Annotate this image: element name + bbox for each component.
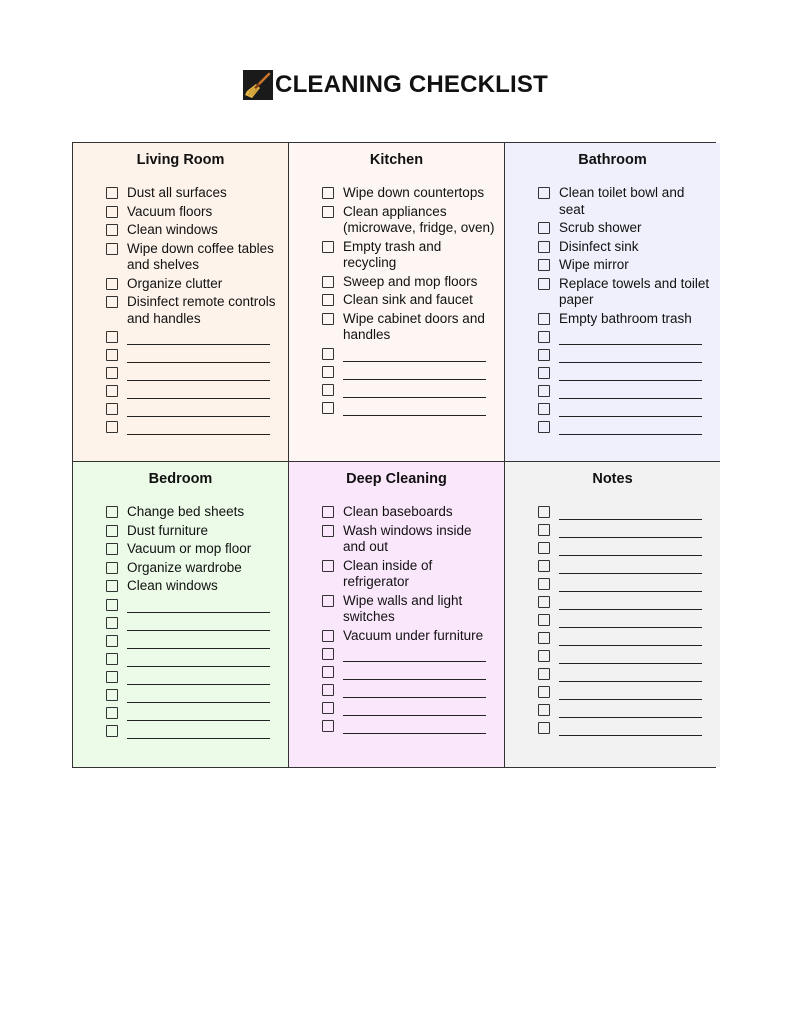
checklist-item [322,593,504,626]
checklist-item [538,185,720,218]
blank-write-in-line[interactable] [127,615,270,631]
checkbox-icon[interactable] [322,206,334,218]
checkbox-icon[interactable] [322,720,334,732]
checkbox-icon[interactable] [538,241,550,253]
checklist-item-label: Wipe down countertops [343,185,485,200]
blank-checklist-item [106,347,288,363]
checklist-item-label: Clean sink and faucet [343,292,473,307]
blank-checklist-item [538,347,720,363]
blank-write-in-line[interactable] [343,682,486,698]
checkbox-icon[interactable] [322,506,334,518]
checklist-item [106,204,288,221]
blank-write-in-line[interactable] [559,540,702,556]
checkbox-icon[interactable] [106,403,118,415]
blank-checklist-item [538,594,720,610]
blank-write-in-line[interactable] [343,646,486,662]
checklist [289,504,504,734]
blank-checklist-item [538,522,720,538]
blank-checklist-item [106,687,288,703]
blank-write-in-line[interactable] [127,705,270,721]
blank-write-in-line[interactable] [127,419,270,435]
blank-checklist-item [106,597,288,613]
blank-write-in-line[interactable] [559,630,702,646]
checkbox-icon[interactable] [538,349,550,361]
blank-write-in-line[interactable] [559,648,702,664]
checkbox-icon[interactable] [538,524,550,536]
blank-write-in-line[interactable] [343,718,486,734]
checkbox-icon[interactable] [538,596,550,608]
blank-write-in-line[interactable] [127,669,270,685]
blank-checklist-item [538,666,720,682]
section-deep-cleaning [289,462,505,767]
blank-checklist-item [106,383,288,399]
blank-checklist-item [538,504,720,520]
blank-checklist-item [322,700,504,716]
checkbox-icon[interactable] [538,331,550,343]
blank-checklist-item [106,633,288,649]
blank-checklist-item [322,346,504,362]
blank-checklist-item [538,329,720,345]
checkbox-icon[interactable] [322,648,334,660]
blank-checklist-item [538,401,720,417]
blank-write-in-line[interactable] [343,700,486,716]
checkbox-icon[interactable] [322,313,334,325]
checklist-item-label: Empty trash and recycling [343,238,442,270]
blank-write-in-line[interactable] [559,522,702,538]
checklist-item [106,276,288,293]
section-title: Living Room [136,152,225,168]
blank-checklist-item [106,651,288,667]
checkbox-icon[interactable] [538,222,550,234]
checkbox-icon[interactable] [322,402,334,414]
blank-write-in-line[interactable] [559,576,702,592]
checkbox-icon[interactable] [106,543,118,555]
checkbox-icon[interactable] [538,259,550,271]
blank-write-in-line[interactable] [559,594,702,610]
checklist-item-label: Vacuum or mop floor [127,541,252,556]
blank-checklist-item [538,630,720,646]
section-title: Notes [592,471,633,487]
section-living-room [73,143,289,462]
checklist-item-label: Clean appliances (microwave, fridge, oven) [343,203,495,235]
blank-checklist-item [538,383,720,399]
checklist-item [322,311,504,344]
checkbox-icon[interactable] [538,506,550,518]
blank-write-in-line[interactable] [343,664,486,680]
checklist-item-label: Change bed sheets [127,504,245,519]
title-row [0,70,791,100]
checkbox-icon[interactable] [106,599,118,611]
checkbox-icon[interactable] [322,366,334,378]
blank-checklist-item [322,646,504,662]
checklist-item [106,294,288,327]
checklist [505,504,720,736]
checklist-item-label: Disinfect sink [559,238,639,254]
checklist-item [322,292,504,309]
checkbox-icon[interactable] [106,506,118,518]
checklist-item-label: Dust all surfaces [127,185,227,200]
checklist-item [322,274,504,291]
checkbox-icon[interactable] [106,331,118,343]
checkbox-icon[interactable] [538,632,550,644]
blank-write-in-line[interactable] [559,347,702,363]
checkbox-icon[interactable] [538,686,550,698]
blank-checklist-item [106,329,288,345]
checkbox-icon[interactable] [322,595,334,607]
checklist-item [322,558,504,591]
blank-write-in-line[interactable] [127,687,270,703]
blank-write-in-line[interactable] [559,666,702,682]
checklist-item-label: Empty bathroom trash [559,310,692,326]
checklist-item-label: Wash windows inside and out [343,522,472,554]
checkbox-icon[interactable] [106,653,118,665]
checkbox-icon[interactable] [322,525,334,537]
blank-write-in-line[interactable] [559,383,702,399]
checklist-item-label: Wipe down coffee tables and shelves [127,240,274,272]
checkbox-icon[interactable] [538,560,550,572]
checklist-item-label: Wipe walls and light switches [343,592,463,624]
blank-checklist-item [538,365,720,381]
checklist-item [106,504,288,521]
blank-write-in-line[interactable] [127,329,270,345]
checklist-item-label: Vacuum floors [127,203,213,219]
blank-checklist-item [538,702,720,718]
checkbox-icon[interactable] [106,725,118,737]
checkbox-icon[interactable] [106,689,118,701]
checkbox-icon[interactable] [538,578,550,590]
checklist [73,504,288,739]
checkbox-icon[interactable] [106,580,118,592]
checkbox-icon[interactable] [322,560,334,572]
blank-write-in-line[interactable] [559,702,702,718]
checkbox-icon[interactable] [322,384,334,396]
blank-write-in-line[interactable] [343,400,486,416]
blank-checklist-item [322,718,504,734]
blank-write-in-line[interactable] [559,329,702,345]
checkbox-icon[interactable] [322,294,334,306]
blank-write-in-line[interactable] [127,383,270,399]
section-title: Bathroom [578,152,647,168]
blank-checklist-item [106,669,288,685]
checkbox-icon[interactable] [538,668,550,680]
checklist-item-label: Vacuum under furniture [343,627,484,643]
checklist-item-label: Organize clutter [127,275,223,291]
checklist-item [106,241,288,274]
checkbox-icon[interactable] [322,187,334,199]
checklist-item [538,239,720,256]
checklist-item-label: Clean windows [127,222,218,237]
checkbox-icon[interactable] [538,614,550,626]
section-title: Deep Cleaning [346,471,447,487]
blank-checklist-item [538,684,720,700]
checklist-item-label: Scrub shower [559,220,642,235]
blank-checklist-item [106,419,288,435]
checklist-item [322,185,504,202]
checkbox-icon[interactable] [538,313,550,325]
checkbox-icon[interactable] [322,276,334,288]
blank-checklist-item [538,576,720,592]
section-bathroom [505,143,720,462]
checkbox-icon[interactable] [538,367,550,379]
checkbox-icon[interactable] [106,617,118,629]
checkbox-icon[interactable] [106,224,118,236]
blank-checklist-item [538,720,720,736]
checkbox-icon[interactable] [106,671,118,683]
checklist-item [106,222,288,239]
checkbox-icon[interactable] [106,187,118,199]
checklist-item [538,311,720,328]
blank-write-in-line[interactable] [559,504,702,520]
checkbox-icon[interactable] [106,635,118,647]
checkbox-icon[interactable] [538,650,550,662]
checklist-item-label: Clean inside of refrigerator [343,557,433,589]
checklist-item [106,523,288,540]
checkbox-icon[interactable] [106,562,118,574]
blank-checklist-item [106,705,288,721]
checkbox-icon[interactable] [106,296,118,308]
checklist-item-label: Replace towels and toilet paper [559,275,710,307]
checklist-item [322,628,504,645]
checklist-item-label: Clean toilet bowl and seat [559,185,685,217]
blank-checklist-item [322,682,504,698]
checklist [73,185,288,435]
blank-write-in-line[interactable] [559,419,702,435]
blank-checklist-item [538,648,720,664]
checkbox-icon[interactable] [538,278,550,290]
page-title: CLEANING CHECKLIST [275,71,548,98]
checklist-item-label: Wipe mirror [559,257,629,272]
checklist-item-label: Dust furniture [127,522,209,538]
checkbox-icon[interactable] [106,206,118,218]
checkbox-icon[interactable] [538,403,550,415]
checklist-item [106,578,288,595]
section-notes [505,462,720,767]
blank-write-in-line[interactable] [559,612,702,628]
blank-write-in-line[interactable] [127,365,270,381]
blank-write-in-line[interactable] [559,684,702,700]
checklist-item [322,239,504,272]
checklist-item [322,204,504,237]
section-title: Kitchen [369,152,424,168]
blank-write-in-line[interactable] [343,364,486,380]
checkbox-icon[interactable] [322,684,334,696]
checklist-item [106,560,288,577]
blank-write-in-line[interactable] [127,651,270,667]
section-bedroom [73,462,289,767]
broom-icon [243,70,273,100]
checklist-item-label: Sweep and mop floors [343,273,478,289]
blank-checklist-item [322,400,504,416]
blank-write-in-line[interactable] [559,365,702,381]
checkbox-icon[interactable] [538,421,550,433]
blank-write-in-line[interactable] [343,382,486,398]
checklist-item-label: Disinfect remote controls and handles [127,294,276,326]
blank-checklist-item [322,364,504,380]
checklist-item-label: Clean windows [127,578,218,593]
blank-write-in-line[interactable] [559,401,702,417]
checkbox-icon[interactable] [106,525,118,537]
checkbox-icon[interactable] [106,243,118,255]
checkbox-icon[interactable] [106,367,118,379]
blank-checklist-item [538,558,720,574]
blank-write-in-line[interactable] [559,558,702,574]
checkbox-icon[interactable] [106,707,118,719]
blank-checklist-item [538,612,720,628]
checkbox-icon[interactable] [106,385,118,397]
checklist [505,185,720,435]
blank-write-in-line[interactable] [343,346,486,362]
blank-checklist-item [106,365,288,381]
checklist [289,185,504,416]
blank-write-in-line[interactable] [559,720,702,736]
checkbox-icon[interactable] [322,666,334,678]
checkbox-icon[interactable] [106,349,118,361]
checklist-item [106,185,288,202]
checklist-item [322,523,504,556]
blank-checklist-item [322,664,504,680]
blank-checklist-item [106,723,288,739]
checkbox-icon[interactable] [322,348,334,360]
blank-write-in-line[interactable] [127,597,270,613]
blank-write-in-line[interactable] [127,633,270,649]
checklist-item [322,504,504,521]
checkbox-icon[interactable] [322,241,334,253]
section-title: Bedroom [148,471,213,487]
checklist-item [538,257,720,274]
checklist-item [106,541,288,558]
blank-checklist-item [106,401,288,417]
blank-checklist-item [322,382,504,398]
checklist-item [538,276,720,309]
blank-write-in-line[interactable] [127,347,270,363]
checkbox-icon[interactable] [106,278,118,290]
blank-checklist-item [538,540,720,556]
blank-write-in-line[interactable] [127,401,270,417]
checkbox-icon[interactable] [106,421,118,433]
checklist-item [538,220,720,237]
checkbox-icon[interactable] [538,187,550,199]
blank-checklist-item [106,615,288,631]
section-kitchen [289,143,505,462]
checkbox-icon[interactable] [538,722,550,734]
checkbox-icon[interactable] [538,704,550,716]
checkbox-icon[interactable] [322,630,334,642]
checkbox-icon[interactable] [322,702,334,714]
checklist-item-label: Organize wardrobe [127,559,242,575]
checklist-grid [72,142,716,768]
checklist-item-label: Clean baseboards [343,504,453,519]
blank-write-in-line[interactable] [127,723,270,739]
checklist-item-label: Wipe cabinet doors and handles [343,310,485,342]
checkbox-icon[interactable] [538,385,550,397]
blank-checklist-item [538,419,720,435]
checkbox-icon[interactable] [538,542,550,554]
